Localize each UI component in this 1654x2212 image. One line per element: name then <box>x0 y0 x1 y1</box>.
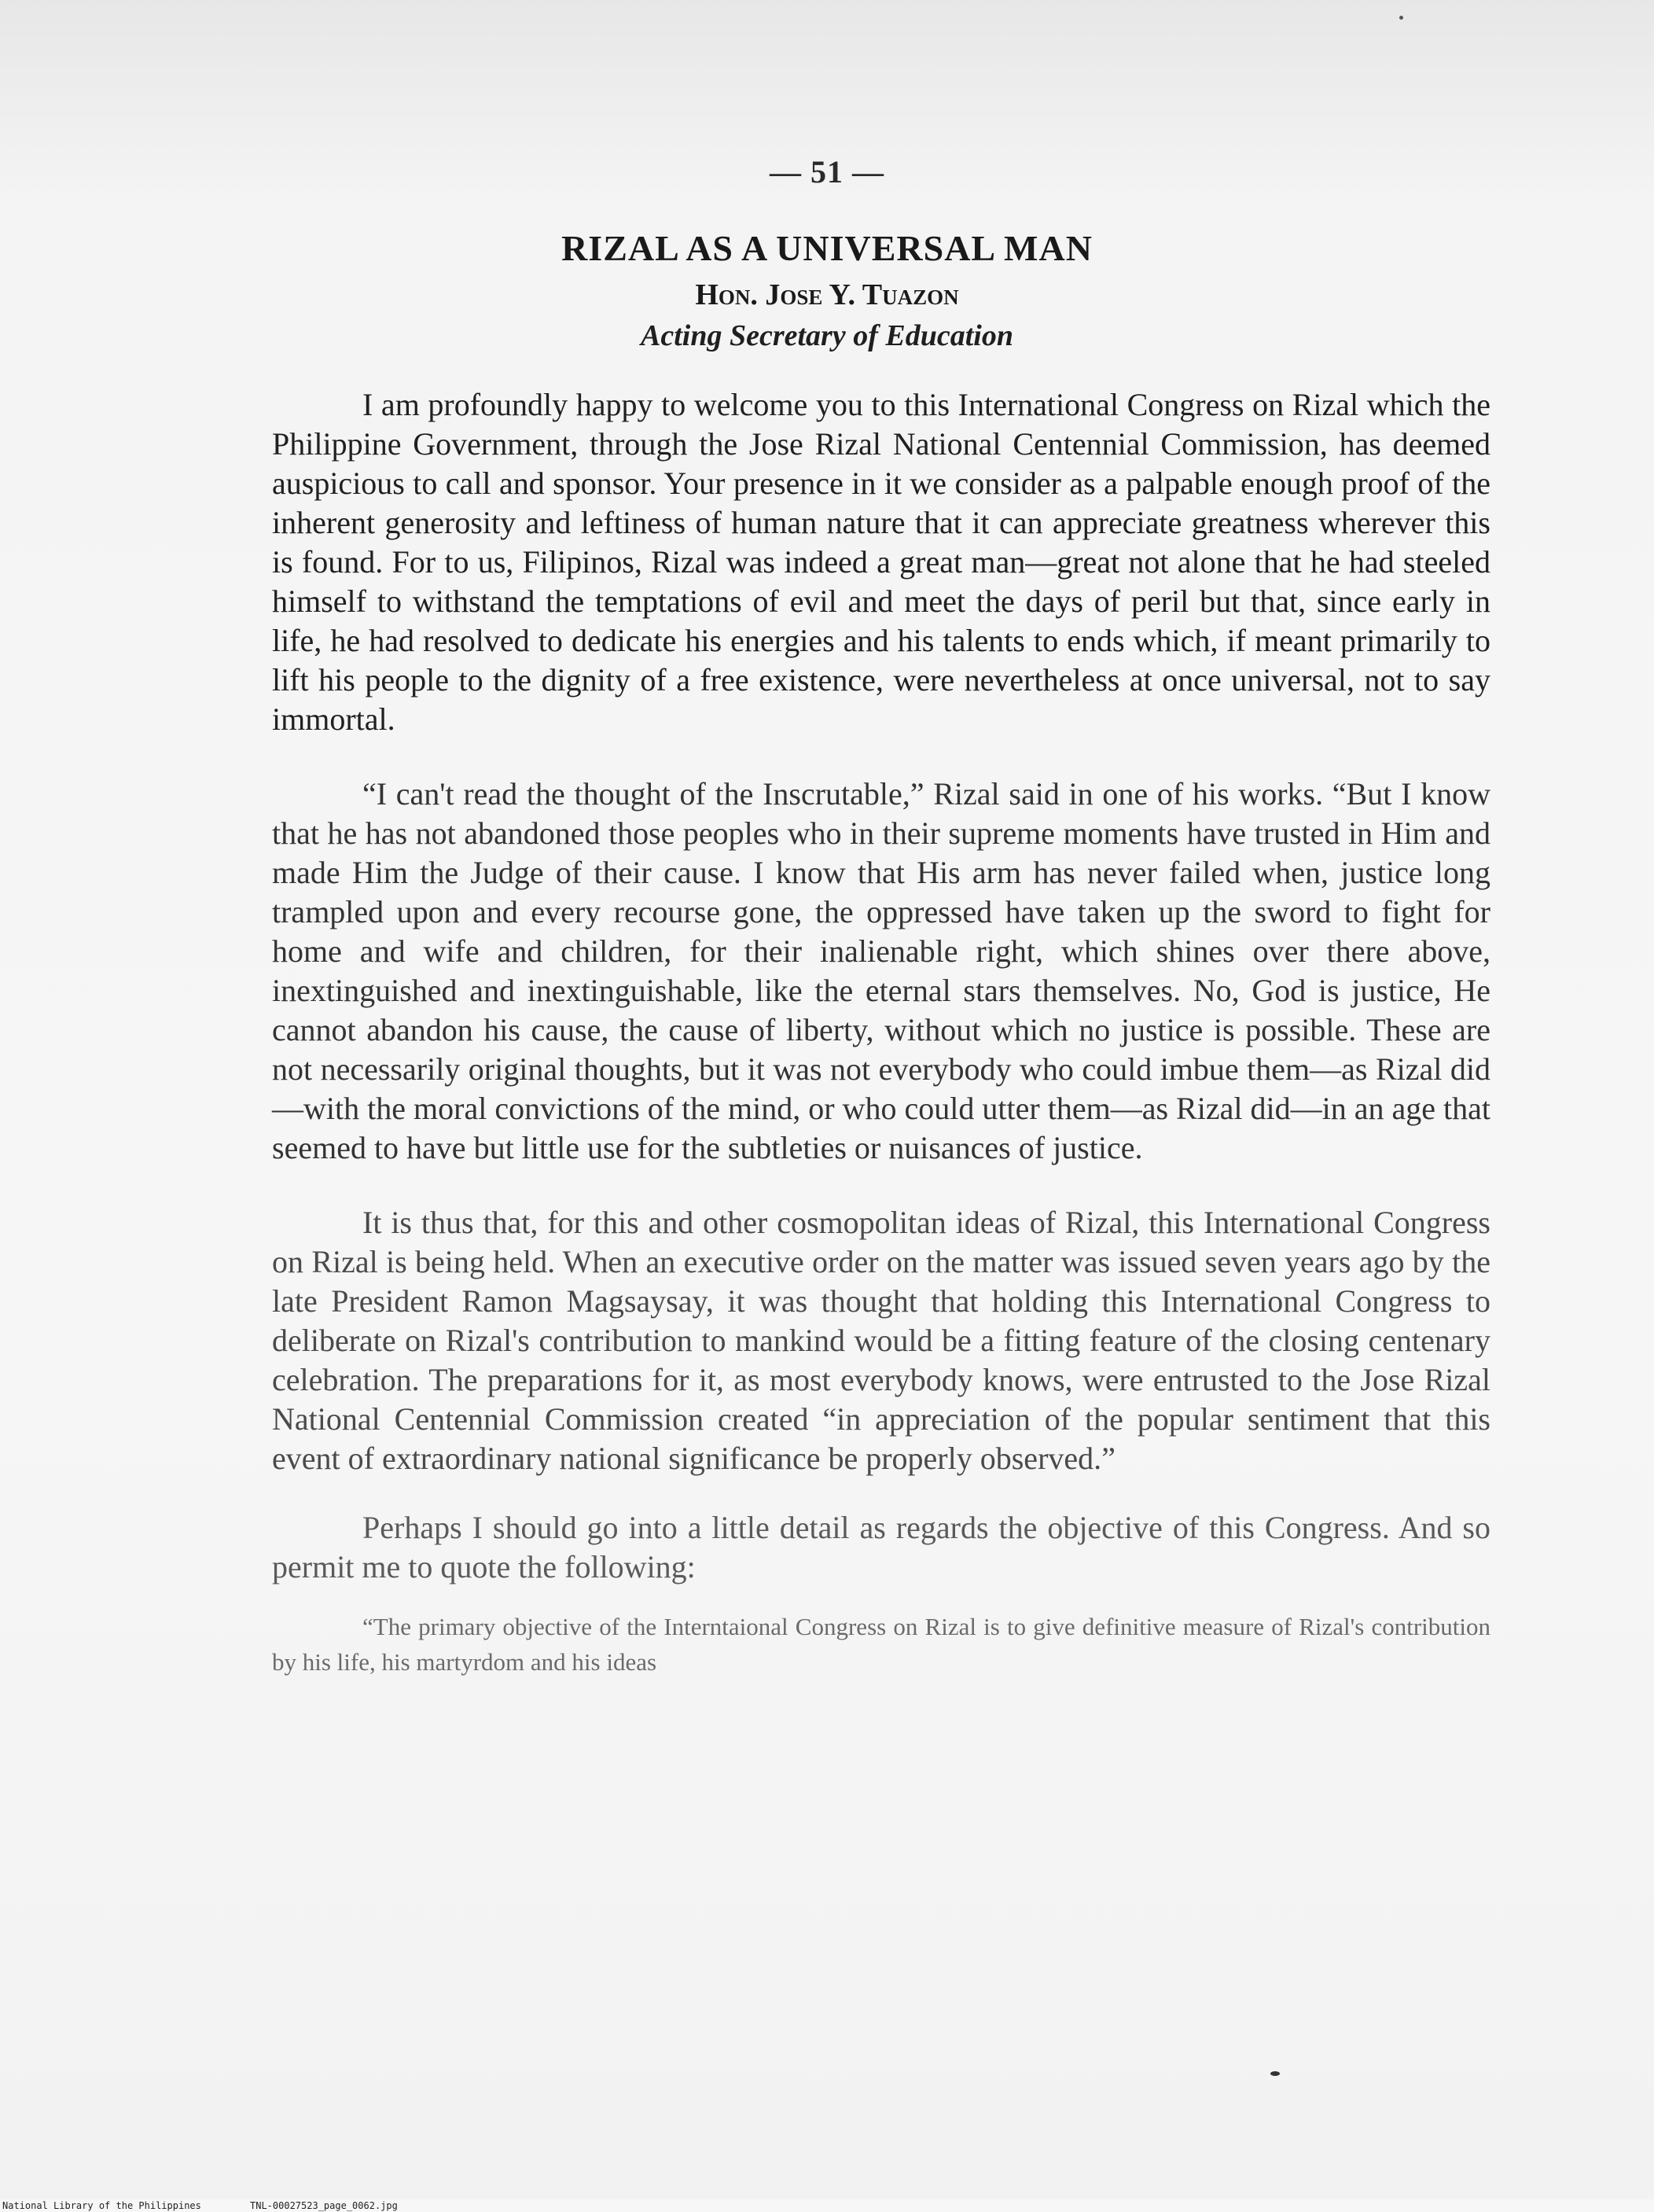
footer-filename: TNL-00027523_page_0062.jpg <box>250 2200 398 2211</box>
article-body <box>272 385 1490 1680</box>
page-number: — 51 — <box>770 154 884 190</box>
paragraph-1: I am profoundly happy to welcome you to this International Congress on Rizal which the Philippine Government, through the Jose Rizal National Centennial Commission, has deemed auspicious to call and sponsor. Your presence in it we consider as a palpable enough proof of the inherent generosity and leftiness of human nature that it can appreciate greatness wherever this is found. For to us, Filipinos, Rizal was indeed a great man—great not alone that he had steeled himself to withstand the temptations of evil and meet the days of peril but that, since early in life, he had resolved to dedicate his energies and his talents to ends which, if meant primarily to lift his people to the dignity of a free existence, were nevertheless at once universal, not to say immortal. <box>272 387 1490 737</box>
article-heading <box>0 224 1654 355</box>
author-position: Acting Secretary of Education <box>641 319 1013 352</box>
footer-source-label: National Library of the Philippines <box>2 2200 201 2211</box>
author-name: Hon. Jose Y. Tuazon <box>695 278 959 311</box>
scan-speck <box>1270 2071 1280 2076</box>
paragraph-4: Perhaps I should go into a little detail as regards the objective of this Congress. And so permit me to quote the following: <box>272 1510 1490 1584</box>
block-quote: “The primary objective of the Interntaional Congress on Rizal is to give definitive measure of Rizal's contribution by his life, his martyrdom and his ideas <box>272 1613 1490 1676</box>
paragraph-3: It is thus that, for this and other cosmopolitan ideas of Rizal, this International Congress on Rizal is being held. When an executive order on the matter was issued seven years ago by the late President Ramon Magsaysay, it was thought that holding this International Congress to deliberate on Rizal's contribution to mankind would be a fitting feature of the closing centenary celebration. The preparations for it, as most everybody knows, were entrusted to the Jose Rizal National Centennial Commission created “in appreciation of the popular sentiment that this event of extraordinary national significance be properly observed.” <box>272 1205 1490 1476</box>
paragraph-2: “I can't read the thought of the Inscrutable,” Rizal said in one of his works. “But I know that he has not abandoned those peoples who in their supreme moments have trusted in Him and made Him the Judge of their cause. I know that His arm has never failed when, justice long trampled upon and every recourse gone, the oppressed have taken up the sword to fight for home and wife and children, for their inalienable right, which shines over there above, inextinguished and inextinguishable, like the eternal stars themselves. No, God is justice, He cannot abandon his cause, the cause of liberty, without which no justice is possible. These are not necessarily original thoughts, but it was not everybody who could imbue them—as Rizal did—with the moral convictions of the mind, or who could utter them—as Rizal did—in an age that seemed to have but little use for the subtleties or nuisances of justice. <box>272 776 1490 1165</box>
article-title: RIZAL AS A UNIVERSAL MAN <box>561 228 1093 268</box>
scan-speck <box>1399 16 1403 20</box>
footer-strip <box>0 2199 1654 2212</box>
